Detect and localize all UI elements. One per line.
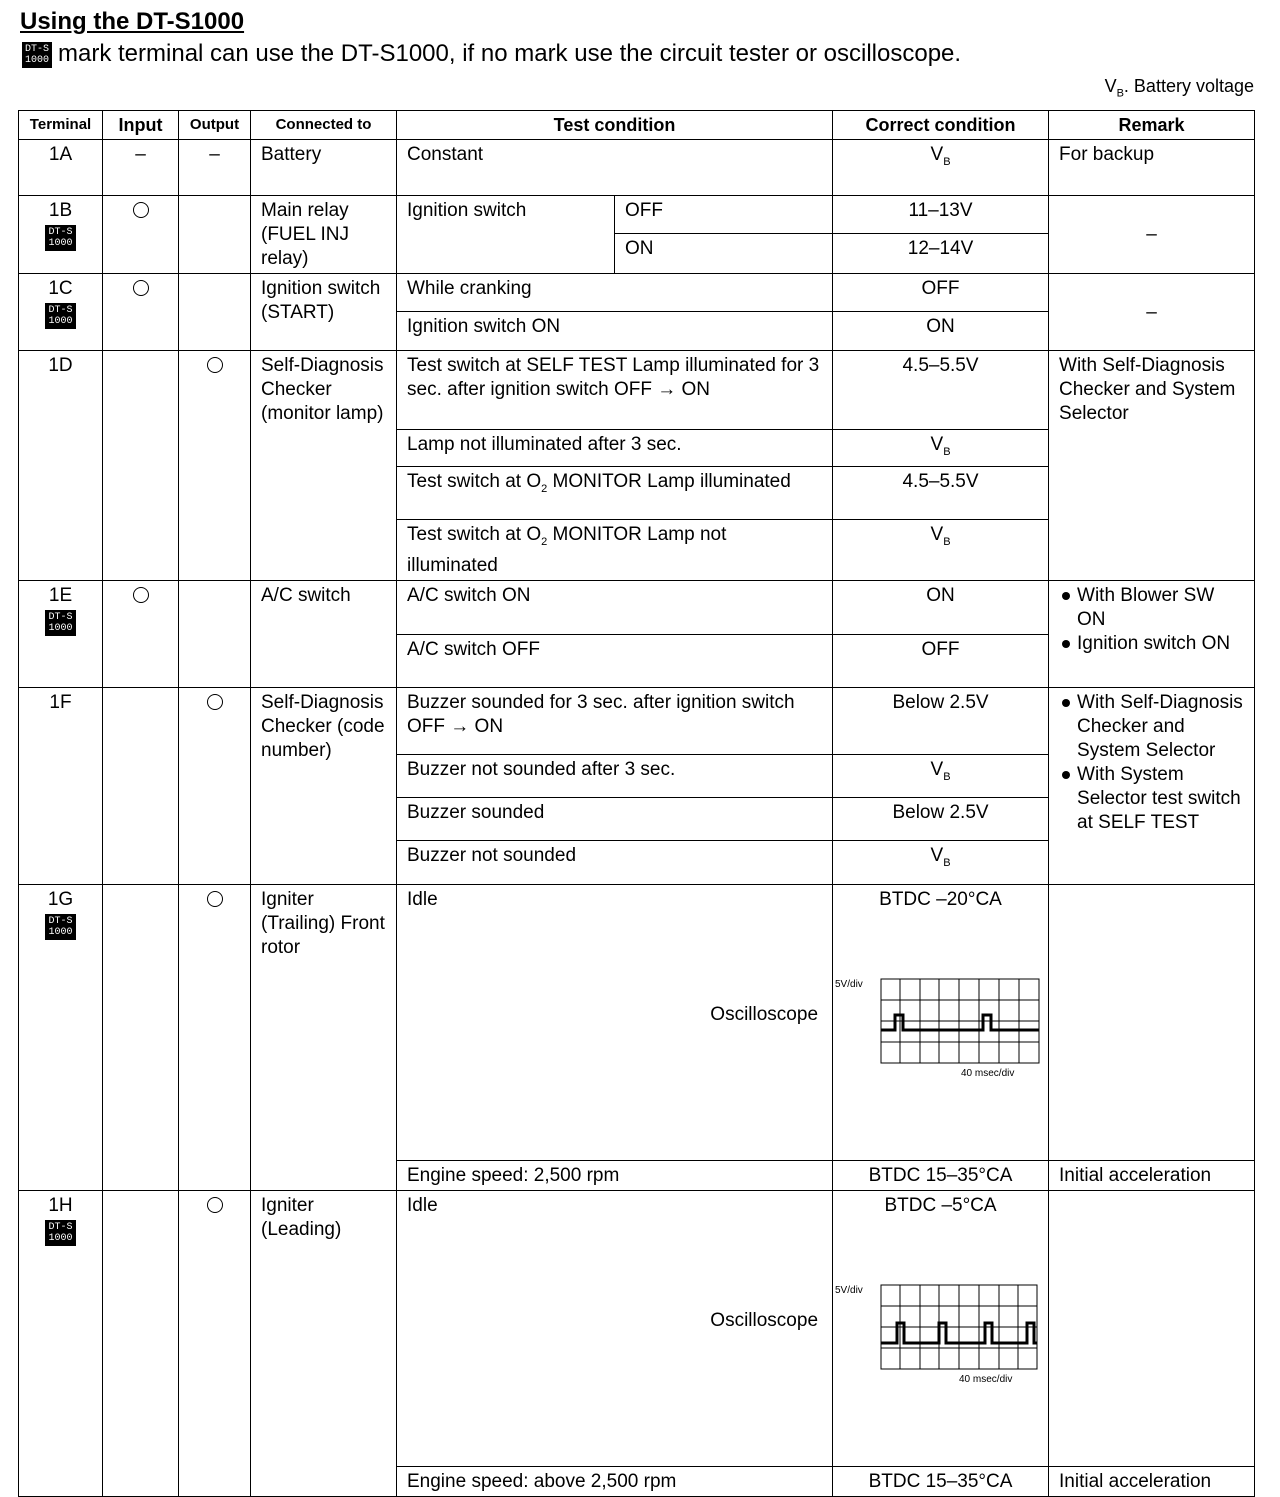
col-terminal: Terminal [19, 111, 103, 140]
test-cell: Constant [397, 140, 833, 196]
test-cell: A/C switch OFF [397, 634, 833, 687]
table-row [19, 1190, 1255, 1466]
correct-cell: Below 2.5V [833, 797, 1049, 840]
test-cell: Ignition switch ON [397, 312, 833, 351]
input-cell [103, 687, 179, 884]
connected-cell: A/C switch [251, 580, 397, 687]
input-cell [103, 884, 179, 1190]
output-cell [179, 274, 251, 351]
dt-s1000-badge: DT-S 1000 [45, 610, 75, 636]
correct-cell: 11–13V [833, 196, 1049, 234]
test-sub-cell: ON [615, 234, 833, 274]
correct-cell: BTDC –20°CA 5V/div 40 msec/div [833, 884, 1049, 1160]
output-cell [179, 884, 251, 1190]
connected-cell: Igniter (Trailing) Front rotor [251, 884, 397, 1190]
output-cell [179, 687, 251, 884]
output-cell [179, 196, 251, 274]
remark-cell: Initial acceleration [1049, 1466, 1255, 1496]
remark-bullet: With Self-Diagnosis Checker and System Selector [1059, 691, 1244, 763]
remark-cell: Initial acceleration [1049, 1160, 1255, 1190]
correct-cell: 4.5–5.5V [833, 466, 1049, 519]
output-cell: – [179, 140, 251, 196]
circle-mark [207, 891, 223, 907]
test-cell: A/C switch ON [397, 580, 833, 634]
col-remark: Remark [1049, 111, 1255, 140]
correct-cell: ON [833, 580, 1049, 634]
remark-cell [1049, 884, 1255, 1160]
time-scale: 40 msec/div [959, 1373, 1013, 1385]
test-cell: Buzzer not sounded after 3 sec. [397, 754, 833, 797]
terminal-cell: 1A [19, 140, 103, 196]
terminal-cell: 1H DT-S 1000 [19, 1190, 103, 1496]
terminal-cell: 1D [19, 351, 103, 581]
correct-cell: $V_B$ [833, 519, 1049, 580]
remark-cell: – [1049, 274, 1255, 351]
table-row [19, 884, 1255, 1160]
correct-cell: 4.5–5.5V [833, 351, 1049, 430]
circle-mark [133, 280, 149, 296]
connected-cell: Self-Diagnosis Checker (monitor lamp) [251, 351, 397, 581]
input-cell [103, 196, 179, 274]
correct-cell: ON [833, 312, 1049, 351]
terminal-cell: 1F [19, 687, 103, 884]
table-header [19, 111, 1255, 140]
table-row [19, 687, 1255, 754]
remark-bullet: With Blower SW ON [1059, 584, 1244, 632]
oscilloscope-label: Oscilloscope [710, 1309, 819, 1331]
remark-cell: For backup [1049, 140, 1255, 196]
connected-cell: Igniter (Leading) [251, 1190, 397, 1496]
col-connected: Connected to [251, 111, 397, 140]
page-title: Using the DT-S1000 [20, 8, 245, 35]
remark-bullet: Ignition switch ON [1059, 632, 1244, 656]
circle-mark [133, 587, 149, 603]
oscilloscope-waveform-trailing [833, 975, 1049, 1085]
correct-cell: $V_B$ [833, 430, 1049, 467]
correct-cell: Below 2.5V [833, 687, 1049, 754]
terminal-cell: 1E DT-S 1000 [19, 580, 103, 687]
time-scale: 40 msec/div [961, 1067, 1015, 1079]
correct-cell: OFF [833, 634, 1049, 687]
remark-cell: With Self-Diagnosis Checker and System Selector [1049, 351, 1255, 581]
test-cell: Lamp not illuminated after 3 sec. [397, 430, 833, 467]
connected-cell: Self-Diagnosis Checker (code number) [251, 687, 397, 884]
circle-mark [133, 202, 149, 218]
test-cell: Buzzer not sounded [397, 840, 833, 884]
correct-cell: $V_B$ [833, 754, 1049, 797]
table-row [19, 351, 1255, 430]
oscilloscope-waveform-leading [833, 1281, 1049, 1391]
volt-scale: 5V/div [835, 978, 863, 990]
circle-mark [207, 694, 223, 710]
volt-scale: 5V/div [835, 1284, 863, 1296]
correct-cell: BTDC –5°CA 5V/div 40 msec/div [833, 1190, 1049, 1466]
test-cell: While cranking [397, 274, 833, 312]
correct-cell: $V_B$ [833, 840, 1049, 884]
table-row [19, 140, 1255, 196]
input-cell [103, 580, 179, 687]
col-test: Test condition [397, 111, 833, 140]
correct-cell: BTDC 15–35°CA [833, 1160, 1049, 1190]
connected-cell: Ignition switch (START) [251, 274, 397, 351]
test-cell: Buzzer sounded for 3 sec. after ignition switch OFF → ON [397, 687, 833, 754]
test-cell: Buzzer sounded [397, 797, 833, 840]
dt-s1000-badge: DT-S 1000 [45, 303, 75, 329]
terminal-table [18, 110, 1255, 1497]
test-cell: Engine speed: 2,500 rpm [397, 1160, 833, 1190]
test-cell: Idle Oscilloscope [397, 884, 833, 1160]
dt-s1000-badge: DT-S 1000 [45, 914, 75, 940]
test-cell: Engine speed: above 2,500 rpm [397, 1466, 833, 1496]
intro-text: mark terminal can use the DT-S1000, if no mark use the circuit tester or oscilloscope. [58, 40, 962, 67]
input-cell [103, 1190, 179, 1496]
dt-s1000-badge: DT-S 1000 [45, 225, 75, 251]
remark-cell [1049, 687, 1255, 884]
correct-cell: BTDC 15–35°CA [833, 1466, 1049, 1496]
test-cell: Test switch at $O_2$ MONITOR Lamp illuminated [397, 466, 833, 519]
circle-mark [207, 1197, 223, 1213]
remark-bullet: With System Selector test switch at SELF TEST [1059, 763, 1244, 835]
dt-s1000-badge: DT-S 1000 [22, 42, 52, 68]
remark-cell [1049, 1190, 1255, 1466]
output-cell [179, 351, 251, 581]
battery-legend: $V_B$. Battery voltage [1104, 76, 1254, 100]
input-cell: – [103, 140, 179, 196]
circle-mark [207, 357, 223, 373]
correct-cell: $V_B$ [833, 140, 1049, 196]
col-correct: Correct condition [833, 111, 1049, 140]
remark-cell: – [1049, 196, 1255, 274]
test-sub-cell: OFF [615, 196, 833, 234]
terminal-cell: 1C DT-S 1000 [19, 274, 103, 351]
terminal-cell: 1B DT-S 1000 [19, 196, 103, 274]
test-cell: Test switch at SELF TEST Lamp illuminated for 3 sec. after ignition switch OFF → ON [397, 351, 833, 430]
terminal-cell: 1G DT-S 1000 [19, 884, 103, 1190]
correct-cell: OFF [833, 274, 1049, 312]
test-cell: Ignition switch [397, 196, 615, 274]
col-input: Input [103, 111, 179, 140]
oscilloscope-label: Oscilloscope [710, 1003, 819, 1025]
remark-cell [1049, 580, 1255, 687]
input-cell [103, 274, 179, 351]
test-cell: Idle Oscilloscope [397, 1190, 833, 1466]
output-cell [179, 1190, 251, 1496]
correct-cell: 12–14V [833, 234, 1049, 274]
connected-cell: Main relay (FUEL INJ relay) [251, 196, 397, 274]
connected-cell: Battery [251, 140, 397, 196]
table-row [19, 196, 1255, 234]
input-cell [103, 351, 179, 581]
intro-line [22, 40, 961, 68]
dt-s1000-badge: DT-S 1000 [45, 1220, 75, 1246]
output-cell [179, 580, 251, 687]
col-output: Output [179, 111, 251, 140]
table-row [19, 274, 1255, 312]
test-cell: Test switch at $O_2$ MONITOR Lamp not illuminated [397, 519, 833, 580]
table-row [19, 580, 1255, 634]
